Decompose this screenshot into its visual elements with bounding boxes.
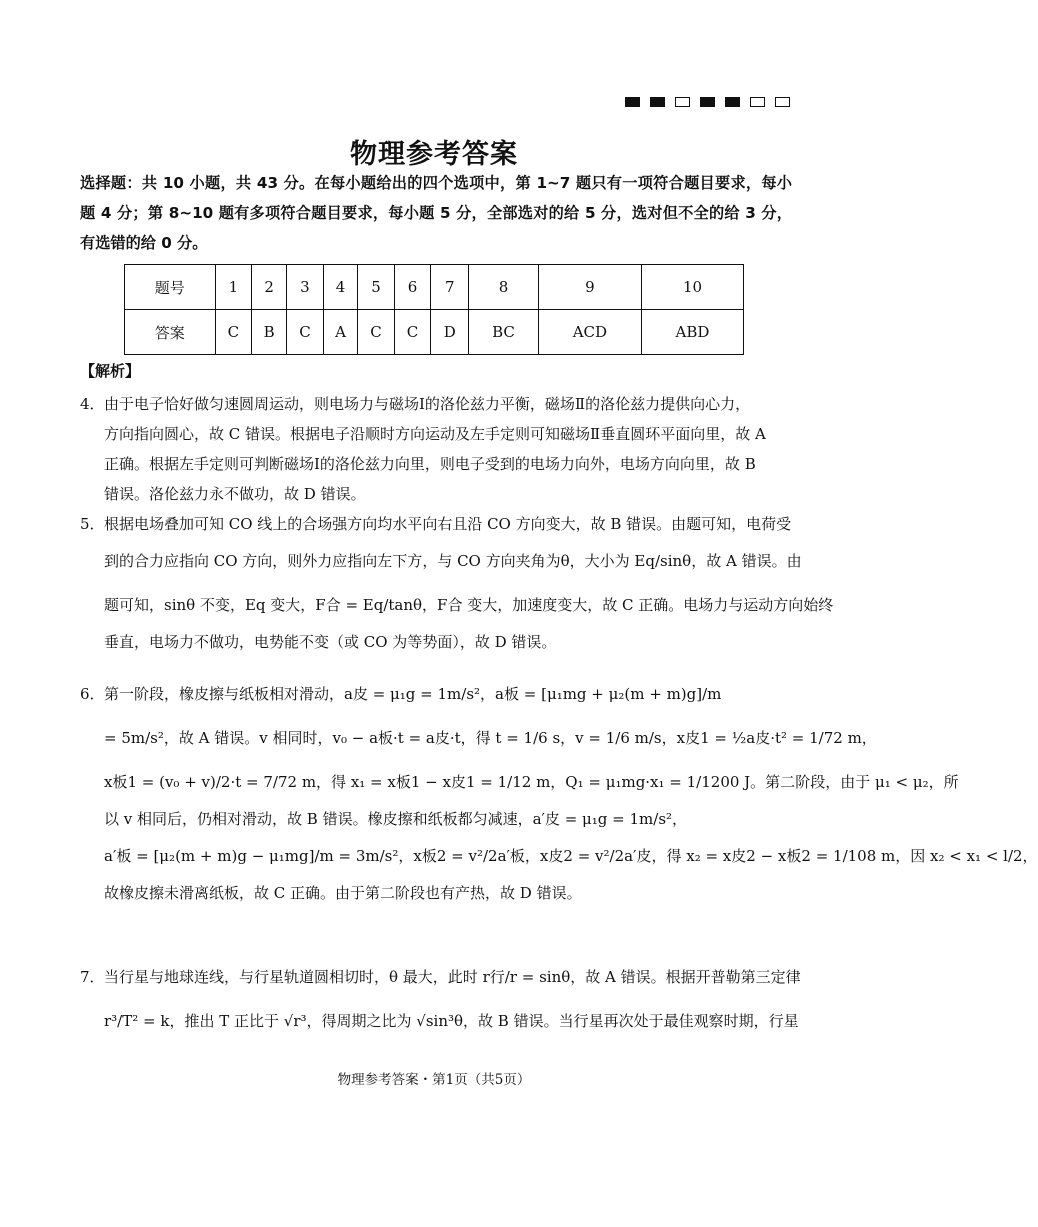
corner-marks [625,97,790,107]
analysis-line: 当行星与地球连线，与行星轨道圆相切时，θ 最大，此时 r行/r = sinθ，故 A 错误。根据开普勒第三定律 [104,968,801,986]
page-title: 物理参考答案 [350,139,518,170]
question-number-cell: 6 [394,265,430,310]
analysis-q4 [80,389,792,509]
analysis-line: a′板 = [μ₂(m + m)g − μ₁mg]/m = 3m/s²，x板2 = v²/2a′板，x皮2 = v²/2a′皮，得 x₂ = x皮2 − x板2 = 1/108 m，因 x₂ < x₁ < l/2， [104,847,1038,865]
corner-mark [625,97,640,107]
answer-cell: BC [469,310,538,355]
intro-text: 选择题：共 10 小题，共 43 分。在每小题给出的四个选项中，第 1~7 题只有一项符合题目要求，每小题 4 分；第 8~10 题有多项符合题目要求，每小题 5 分，全部选对的给 5 分，选对但不全的给 3 分，有选错的给 0 分。 [80,174,792,252]
corner-mark [700,97,715,107]
analysis-heading: 【解析】 [80,362,141,380]
answer-cell: ACD [538,310,641,355]
analysis-line: 正确。根据左手定则可判断磁场Ⅰ的洛伦兹力向里，则电子受到的电场力向外，电场方向向里，故 B [104,455,756,473]
corner-mark [650,97,665,107]
page-footer: 物理参考答案・第1页（共5页） [337,1072,531,1088]
analysis-line: 错误。洛伦兹力永不做功，故 D 错误。 [104,485,366,503]
question-number-cell: 4 [323,265,358,310]
analysis-line: 以 v 相同后，仍相对滑动，故 B 错误。橡皮擦和纸板都匀减速，a′皮 = μ₁g = 1m/s²， [104,810,688,828]
analysis-q5 [80,509,834,657]
analysis-line: 垂直，电场力不做功，电势能不变（或 CO 为等势面），故 D 错误。 [104,633,557,651]
analysis-line: 故橡皮擦未滑离纸板，故 C 正确。由于第二阶段也有产热，故 D 错误。 [104,884,582,902]
answer-cell: D [431,310,469,355]
question-number-cell: 3 [287,265,323,310]
analysis-line: 根据电场叠加可知 CO 线上的合场强方向均水平向右且沿 CO 方向变大，故 B 错误。由题可知，电荷受 [104,515,792,533]
answer-cell: A [323,310,358,355]
analysis-line: 题可知，sinθ 不变，Eq 变大，F合 = Eq/tanθ，F合 变大，加速度变大，故 C 正确。电场力与运动方向始终 [104,596,834,614]
table-row-numbers [125,265,744,310]
analysis-line: r³/T² = k，推出 T 正比于 √r³，得周期之比为 √sin³θ，故 B 错误。当行星再次处于最佳观察时期，行星 [104,1012,799,1030]
row-label-answer: 答案 [125,310,216,355]
question-number: 7． [80,968,105,986]
question-number-cell: 7 [431,265,469,310]
analysis-q6 [80,672,1038,908]
question-number: 4． [80,395,105,413]
analysis-q7 [80,955,801,1043]
answer-cell: C [215,310,251,355]
analysis-line: 方向指向圆心，故 C 错误。根据电子沿顺时方向运动及左手定则可知磁场Ⅱ垂直圆环平面向里，故 A [104,425,766,443]
analysis-line: = 5m/s²，故 A 错误。v 相同时，v₀ − a板·t = a皮·t，得 t = 1/6 s，v = 1/6 m/s，x皮1 = ½a皮·t² = 1/72 m， [104,729,877,747]
analysis-line: 第一阶段，橡皮擦与纸板相对滑动，a皮 = μ₁g = 1m/s²，a板 = [μ₁mg + μ₂(m + m)g]/m [104,685,722,703]
analysis-line: 由于电子恰好做匀速圆周运动，则电场力与磁场Ⅰ的洛伦兹力平衡，磁场Ⅱ的洛伦兹力提供向心力， [104,395,751,413]
answer-cell: C [358,310,394,355]
answer-table [124,264,744,355]
answer-cell: ABD [642,310,744,355]
question-number-cell: 8 [469,265,538,310]
question-number-cell: 10 [642,265,744,310]
corner-mark [675,97,690,107]
corner-mark [750,97,765,107]
question-number-cell: 2 [252,265,287,310]
answer-cell: B [252,310,287,355]
question-number: 5． [80,515,105,533]
analysis-line: x板1 = (v₀ + v)/2·t = 7/72 m，得 x₁ = x板1 − x皮1 = 1/12 m，Q₁ = μ₁mg·x₁ = 1/1200 J。第二阶段，由于 μ₁ < μ₂，所 [104,773,959,791]
question-number-cell: 5 [358,265,394,310]
question-number: 6． [80,685,105,703]
answer-cell: C [287,310,323,355]
question-number-cell: 9 [538,265,641,310]
analysis-line: 到的合力应指向 CO 方向，则外力应指向左下方，与 CO 方向夹角为θ，大小为 Eq/sinθ，故 A 错误。由 [104,552,802,570]
question-number-cell: 1 [215,265,251,310]
row-label-number: 题号 [125,265,216,310]
corner-mark [725,97,740,107]
corner-mark [775,97,790,107]
answer-cell: C [394,310,430,355]
table-row-answers [125,310,744,355]
